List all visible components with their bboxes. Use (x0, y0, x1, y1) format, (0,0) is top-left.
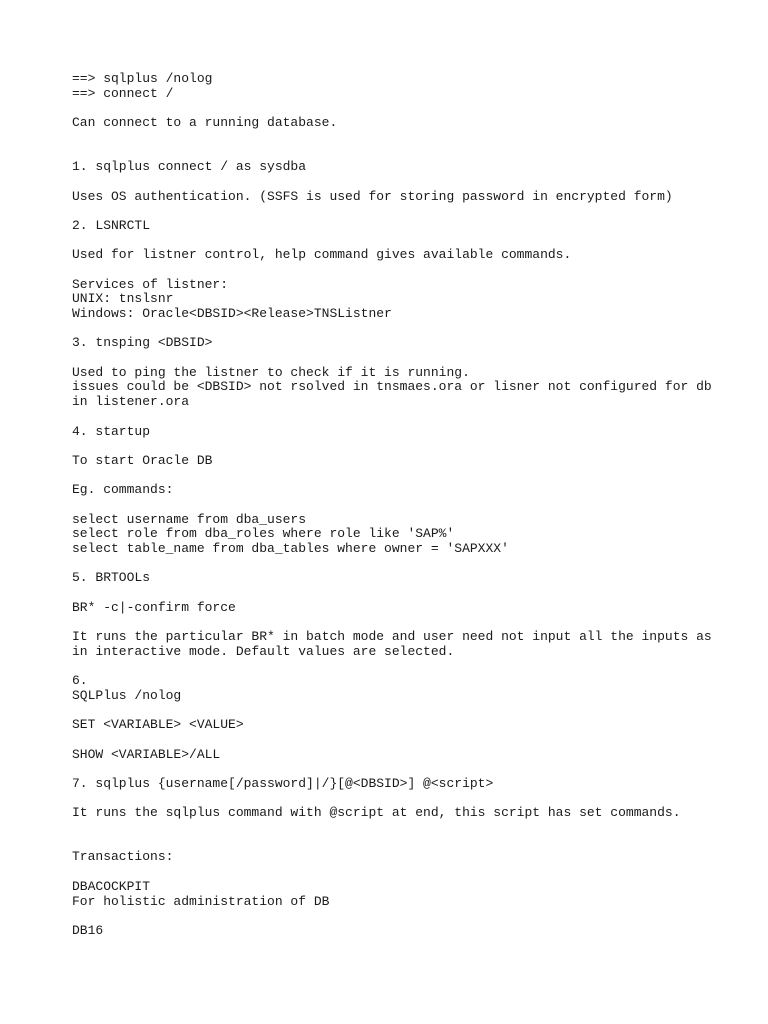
blank-line (72, 351, 712, 366)
text-line: select table_name from dba_tables where owner = 'SAPXXX' (72, 541, 509, 556)
text-line: SHOW <VARIABLE>/ALL (72, 746, 221, 762)
blank-line (72, 204, 712, 219)
text-line: 5. BRTOOLs (72, 570, 151, 586)
blank-line (72, 557, 712, 572)
blank-line (72, 263, 712, 278)
blank-line (72, 821, 712, 836)
text-line: Uses OS authentication. (SSFS is used for storing password in encrypted form) (72, 188, 673, 204)
text-line: ==> connect / (72, 85, 174, 101)
text-line: It runs the particular BR* in batch mode and user need not input all the inputs as (72, 629, 712, 645)
blank-line (72, 101, 712, 116)
blank-line (72, 792, 712, 807)
text-line: Used for listner control, help command gives available commands. (72, 247, 572, 263)
blank-line (72, 762, 712, 777)
blank-line (72, 660, 712, 675)
text-line: 2. LSNRCTL (72, 217, 151, 233)
blank-line (72, 865, 712, 880)
text-line: ==> sqlplus /nolog (72, 71, 213, 86)
blank-line (72, 145, 712, 160)
text-line: DB16 (72, 922, 104, 938)
text-line: 6. (72, 673, 88, 689)
text-line: BR* -c|-confirm force (72, 599, 236, 615)
text-line: SET <VARIABLE> <VALUE> (72, 717, 244, 733)
blank-line (72, 733, 712, 748)
blank-line (72, 909, 712, 924)
blank-line (72, 469, 712, 484)
blank-line (72, 439, 712, 454)
text-line: Services of listner: (72, 276, 229, 292)
blank-line (72, 498, 712, 513)
text-line: Used to ping the listner to check if it is running. (72, 364, 470, 380)
text-line: UNIX: tnslsnr (72, 291, 174, 307)
text-line: 4. startup (72, 423, 151, 439)
blank-line (72, 836, 712, 851)
text-line: in listener.ora (72, 394, 190, 410)
text-line: DBACOCKPIT (72, 878, 151, 894)
text-line: For holistic administration of DB (72, 893, 330, 909)
blank-line (72, 410, 712, 425)
text-line: SQLPlus /nolog (72, 687, 182, 703)
text-line: 1. sqlplus connect / as sysdba (72, 159, 307, 175)
blank-line (72, 586, 712, 601)
text-line: Can connect to a running database. (72, 115, 338, 131)
blank-line (72, 175, 712, 190)
blank-line (72, 615, 712, 630)
text-line: in interactive mode. Default values are selected. (72, 643, 455, 659)
blank-line (72, 234, 712, 249)
blank-line (72, 131, 712, 146)
text-line: 3. tnsping <DBSID> (72, 335, 213, 351)
blank-line (72, 322, 712, 337)
text-line: To start Oracle DB (72, 452, 213, 468)
text-line: issues could be <DBSID> not rsolved in tnsmaes.ora or lisner not configured for db (72, 379, 712, 395)
blank-line (72, 704, 712, 719)
text-line: Windows: Oracle<DBSID><Release>TNSListner (72, 306, 392, 321)
text-line: Transactions: (72, 849, 174, 865)
text-line: select username from dba_users (72, 511, 307, 527)
text-line: It runs the sqlplus command with @script at end, this script has set commands. (72, 805, 681, 821)
text-line: select role from dba_roles where role like 'SAP%' (72, 526, 455, 542)
text-line: Eg. commands: (72, 482, 174, 498)
text-line: 7. sqlplus {username[/password]|/}[@<DBSID>] @<script> (72, 776, 494, 791)
document-page (72, 72, 712, 939)
